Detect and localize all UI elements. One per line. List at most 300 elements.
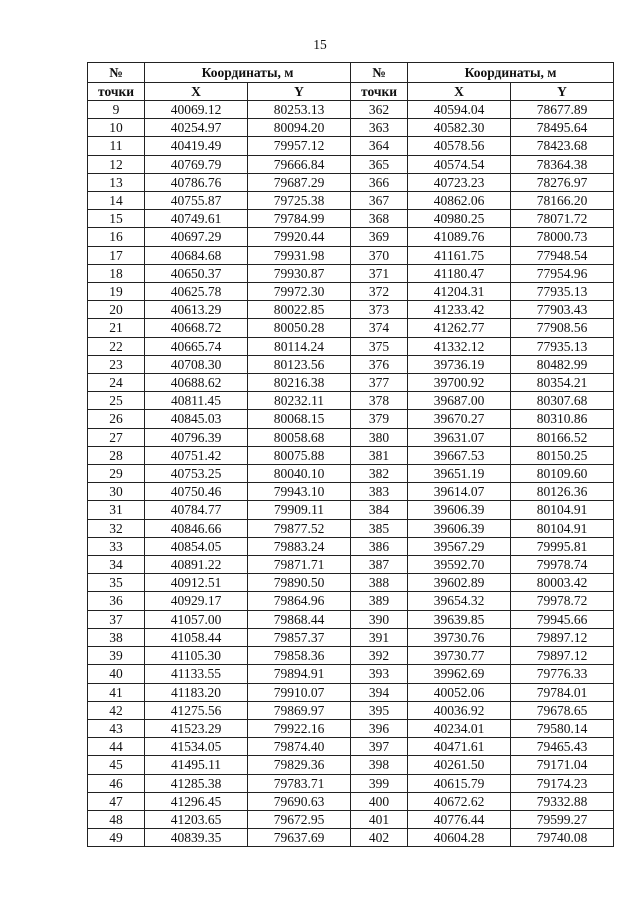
x-coordinate-cell: 41058.44 — [145, 628, 248, 646]
y-coordinate-cell: 77908.56 — [511, 319, 614, 337]
x-coordinate-cell: 40980.25 — [408, 210, 511, 228]
point-number-cell: 368 — [351, 210, 408, 228]
x-coordinate-cell: 40862.06 — [408, 192, 511, 210]
point-number-cell: 40 — [88, 665, 145, 683]
x-coordinate-cell: 40665.74 — [145, 337, 248, 355]
y-coordinate-cell: 80253.13 — [248, 101, 351, 119]
point-number-cell: 11 — [88, 137, 145, 155]
point-number-cell: 17 — [88, 246, 145, 264]
table-row — [88, 119, 614, 137]
y-coordinate-cell: 79666.84 — [248, 155, 351, 173]
table-row — [88, 719, 614, 737]
table-row — [88, 392, 614, 410]
x-coordinate-cell: 41057.00 — [145, 610, 248, 628]
y-coordinate-cell: 79637.69 — [248, 829, 351, 847]
point-number-cell: 373 — [351, 301, 408, 319]
y-coordinate-cell: 79864.96 — [248, 592, 351, 610]
x-coordinate-cell: 40684.68 — [145, 246, 248, 264]
x-coordinate-cell: 41534.05 — [145, 738, 248, 756]
y-coordinate-cell: 77935.13 — [511, 283, 614, 301]
x-coordinate-cell: 40891.22 — [145, 556, 248, 574]
point-number-cell: 33 — [88, 537, 145, 555]
table-subheader-row — [88, 83, 614, 101]
point-number-cell: 21 — [88, 319, 145, 337]
y-coordinate-cell: 79332.88 — [511, 792, 614, 810]
point-number-cell: 381 — [351, 446, 408, 464]
x-coordinate-cell: 41089.76 — [408, 228, 511, 246]
point-number-cell: 48 — [88, 810, 145, 828]
point-number-cell: 393 — [351, 665, 408, 683]
x-coordinate-cell: 40471.61 — [408, 738, 511, 756]
point-number-cell: 22 — [88, 337, 145, 355]
x-coordinate-cell: 39667.53 — [408, 446, 511, 464]
point-number-cell: 35 — [88, 574, 145, 592]
x-coordinate-cell: 40723.23 — [408, 173, 511, 191]
point-number-cell: 30 — [88, 483, 145, 501]
point-number-cell: 24 — [88, 374, 145, 392]
point-number-cell: 49 — [88, 829, 145, 847]
y-coordinate-cell: 80075.88 — [248, 446, 351, 464]
table-row — [88, 319, 614, 337]
y-coordinate-cell: 80003.42 — [511, 574, 614, 592]
x-coordinate-cell: 40604.28 — [408, 829, 511, 847]
table-row — [88, 228, 614, 246]
x-coordinate-cell: 39567.29 — [408, 537, 511, 555]
point-number-cell: 398 — [351, 756, 408, 774]
table-row — [88, 374, 614, 392]
table-row — [88, 792, 614, 810]
table-row — [88, 192, 614, 210]
x-coordinate-cell: 41133.55 — [145, 665, 248, 683]
point-number-cell: 31 — [88, 501, 145, 519]
point-number-cell: 395 — [351, 701, 408, 719]
y-coordinate-cell: 80040.10 — [248, 465, 351, 483]
point-number-cell: 25 — [88, 392, 145, 410]
point-number-cell: 387 — [351, 556, 408, 574]
y-coordinate-cell: 80050.28 — [248, 319, 351, 337]
y-coordinate-cell: 79910.07 — [248, 683, 351, 701]
point-number-cell: 367 — [351, 192, 408, 210]
y-coordinate-cell: 79930.87 — [248, 264, 351, 282]
table-row — [88, 683, 614, 701]
point-number-cell: 45 — [88, 756, 145, 774]
y-coordinate-cell: 79869.97 — [248, 701, 351, 719]
x-coordinate-cell: 41523.29 — [145, 719, 248, 737]
y-coordinate-cell: 79783.71 — [248, 774, 351, 792]
y-coordinate-cell: 79776.33 — [511, 665, 614, 683]
y-coordinate-cell: 79957.12 — [248, 137, 351, 155]
point-number-header-word: точки — [351, 83, 408, 101]
y-coordinate-cell: 79829.36 — [248, 756, 351, 774]
y-coordinate-cell: 79931.98 — [248, 246, 351, 264]
point-number-cell: 369 — [351, 228, 408, 246]
y-coordinate-cell: 79883.24 — [248, 537, 351, 555]
x-coordinate-cell: 40755.87 — [145, 192, 248, 210]
y-coordinate-cell: 79897.12 — [511, 647, 614, 665]
x-coordinate-cell: 40574.54 — [408, 155, 511, 173]
point-number-cell: 397 — [351, 738, 408, 756]
point-number-cell: 9 — [88, 101, 145, 119]
y-coordinate-cell: 80126.36 — [511, 483, 614, 501]
table-row — [88, 519, 614, 537]
table-row — [88, 556, 614, 574]
y-coordinate-cell: 80123.56 — [248, 355, 351, 373]
point-number-cell: 389 — [351, 592, 408, 610]
y-coordinate-cell: 77948.54 — [511, 246, 614, 264]
y-coordinate-cell: 78276.97 — [511, 173, 614, 191]
point-number-cell: 371 — [351, 264, 408, 282]
y-coordinate-cell: 80482.99 — [511, 355, 614, 373]
x-coordinate-cell: 40784.77 — [145, 501, 248, 519]
y-coordinate-cell: 79943.10 — [248, 483, 351, 501]
y-coordinate-cell: 80114.24 — [248, 337, 351, 355]
y-coordinate-cell: 79784.99 — [248, 210, 351, 228]
point-number-cell: 32 — [88, 519, 145, 537]
coordinates-header: Координаты, м — [145, 63, 351, 83]
x-column-header: X — [408, 83, 511, 101]
table-row — [88, 337, 614, 355]
point-number-cell: 400 — [351, 792, 408, 810]
x-coordinate-cell: 40912.51 — [145, 574, 248, 592]
x-coordinate-cell: 41262.77 — [408, 319, 511, 337]
x-coordinate-cell: 40613.29 — [145, 301, 248, 319]
y-coordinate-cell: 79868.44 — [248, 610, 351, 628]
x-coordinate-cell: 40668.72 — [145, 319, 248, 337]
x-coordinate-cell: 39592.70 — [408, 556, 511, 574]
x-coordinate-cell: 40751.42 — [145, 446, 248, 464]
table-row — [88, 774, 614, 792]
y-coordinate-cell: 79465.43 — [511, 738, 614, 756]
x-coordinate-cell: 39654.32 — [408, 592, 511, 610]
y-coordinate-cell: 78071.72 — [511, 210, 614, 228]
point-number-cell: 378 — [351, 392, 408, 410]
table-row — [88, 283, 614, 301]
point-number-header-word: точки — [88, 83, 145, 101]
y-coordinate-cell: 79174.23 — [511, 774, 614, 792]
point-number-cell: 384 — [351, 501, 408, 519]
y-coordinate-cell: 80354.21 — [511, 374, 614, 392]
x-coordinate-cell: 39730.76 — [408, 628, 511, 646]
point-number-cell: 394 — [351, 683, 408, 701]
point-number-cell: 375 — [351, 337, 408, 355]
table-body — [88, 101, 614, 847]
point-number-cell: 38 — [88, 628, 145, 646]
point-number-cell: 363 — [351, 119, 408, 137]
point-number-cell: 16 — [88, 228, 145, 246]
x-coordinate-cell: 39602.89 — [408, 574, 511, 592]
y-coordinate-cell: 79678.65 — [511, 701, 614, 719]
point-number-cell: 370 — [351, 246, 408, 264]
table-row — [88, 501, 614, 519]
y-column-header: Y — [248, 83, 351, 101]
point-number-cell: 402 — [351, 829, 408, 847]
x-coordinate-cell: 40069.12 — [145, 101, 248, 119]
table-row — [88, 738, 614, 756]
x-coordinate-cell: 40578.56 — [408, 137, 511, 155]
coordinates-table — [87, 62, 614, 847]
point-number-cell: 382 — [351, 465, 408, 483]
point-number-cell: 19 — [88, 283, 145, 301]
point-number-cell: 23 — [88, 355, 145, 373]
x-coordinate-cell: 39700.92 — [408, 374, 511, 392]
point-number-cell: 385 — [351, 519, 408, 537]
point-number-cell: 29 — [88, 465, 145, 483]
y-coordinate-cell: 77903.43 — [511, 301, 614, 319]
table-row — [88, 574, 614, 592]
x-coordinate-cell: 40845.03 — [145, 410, 248, 428]
table-row — [88, 155, 614, 173]
x-coordinate-cell: 40254.97 — [145, 119, 248, 137]
table-row — [88, 465, 614, 483]
point-number-cell: 47 — [88, 792, 145, 810]
y-coordinate-cell: 79978.74 — [511, 556, 614, 574]
table-row — [88, 137, 614, 155]
point-number-header-sign: № — [351, 63, 408, 83]
point-number-cell: 10 — [88, 119, 145, 137]
point-number-cell: 28 — [88, 446, 145, 464]
y-coordinate-cell: 78677.89 — [511, 101, 614, 119]
y-coordinate-cell: 79672.95 — [248, 810, 351, 828]
x-coordinate-cell: 40261.50 — [408, 756, 511, 774]
y-coordinate-cell: 80068.15 — [248, 410, 351, 428]
point-number-cell: 14 — [88, 192, 145, 210]
x-coordinate-cell: 41105.30 — [145, 647, 248, 665]
point-number-cell: 396 — [351, 719, 408, 737]
x-coordinate-cell: 40786.76 — [145, 173, 248, 191]
y-coordinate-cell: 79858.36 — [248, 647, 351, 665]
x-coordinate-cell: 40846.66 — [145, 519, 248, 537]
point-number-cell: 18 — [88, 264, 145, 282]
point-number-cell: 362 — [351, 101, 408, 119]
x-coordinate-cell: 40749.61 — [145, 210, 248, 228]
y-coordinate-cell: 79945.66 — [511, 610, 614, 628]
x-coordinate-cell: 41161.75 — [408, 246, 511, 264]
table-row — [88, 647, 614, 665]
x-coordinate-cell: 39687.00 — [408, 392, 511, 410]
y-coordinate-cell: 80109.60 — [511, 465, 614, 483]
y-coordinate-cell: 79972.30 — [248, 283, 351, 301]
point-number-cell: 401 — [351, 810, 408, 828]
table-row — [88, 592, 614, 610]
y-coordinate-cell: 80058.68 — [248, 428, 351, 446]
x-coordinate-cell: 40672.62 — [408, 792, 511, 810]
page-number: 15 — [313, 37, 327, 52]
y-coordinate-cell: 79784.01 — [511, 683, 614, 701]
y-coordinate-cell: 80104.91 — [511, 501, 614, 519]
point-number-cell: 364 — [351, 137, 408, 155]
point-number-cell: 13 — [88, 173, 145, 191]
table-row — [88, 610, 614, 628]
table-row — [88, 101, 614, 119]
x-coordinate-cell: 39639.85 — [408, 610, 511, 628]
x-coordinate-cell: 40419.49 — [145, 137, 248, 155]
x-coordinate-cell: 41233.42 — [408, 301, 511, 319]
x-coordinate-cell: 40625.78 — [145, 283, 248, 301]
y-coordinate-cell: 77954.96 — [511, 264, 614, 282]
x-coordinate-cell: 39670.27 — [408, 410, 511, 428]
y-coordinate-cell: 80022.85 — [248, 301, 351, 319]
x-coordinate-cell: 40811.45 — [145, 392, 248, 410]
y-coordinate-cell: 79890.50 — [248, 574, 351, 592]
point-number-cell: 15 — [88, 210, 145, 228]
x-coordinate-cell: 41180.47 — [408, 264, 511, 282]
y-coordinate-cell: 80104.91 — [511, 519, 614, 537]
y-coordinate-cell: 78423.68 — [511, 137, 614, 155]
point-number-cell: 46 — [88, 774, 145, 792]
point-number-header-sign: № — [88, 63, 145, 83]
table-row — [88, 829, 614, 847]
point-number-cell: 39 — [88, 647, 145, 665]
x-coordinate-cell: 41495.11 — [145, 756, 248, 774]
y-coordinate-cell: 79978.72 — [511, 592, 614, 610]
x-coordinate-cell: 41296.45 — [145, 792, 248, 810]
point-number-cell: 366 — [351, 173, 408, 191]
x-column-header: X — [145, 83, 248, 101]
point-number-cell: 386 — [351, 537, 408, 555]
table-row — [88, 410, 614, 428]
table-row — [88, 355, 614, 373]
y-coordinate-cell: 79995.81 — [511, 537, 614, 555]
point-number-cell: 36 — [88, 592, 145, 610]
x-coordinate-cell: 40854.05 — [145, 537, 248, 555]
y-coordinate-cell: 79171.04 — [511, 756, 614, 774]
x-coordinate-cell: 39606.39 — [408, 519, 511, 537]
y-coordinate-cell: 79580.14 — [511, 719, 614, 737]
x-coordinate-cell: 39730.77 — [408, 647, 511, 665]
y-coordinate-cell: 79922.16 — [248, 719, 351, 737]
x-coordinate-cell: 40052.06 — [408, 683, 511, 701]
table-row — [88, 537, 614, 555]
point-number-cell: 374 — [351, 319, 408, 337]
y-coordinate-cell: 79894.91 — [248, 665, 351, 683]
point-number-cell: 12 — [88, 155, 145, 173]
point-number-cell: 34 — [88, 556, 145, 574]
y-coordinate-cell: 79599.27 — [511, 810, 614, 828]
x-coordinate-cell: 40750.46 — [145, 483, 248, 501]
point-number-cell: 376 — [351, 355, 408, 373]
y-coordinate-cell: 79920.44 — [248, 228, 351, 246]
table-row — [88, 446, 614, 464]
point-number-cell: 399 — [351, 774, 408, 792]
y-coordinate-cell: 79897.12 — [511, 628, 614, 646]
x-coordinate-cell: 40796.39 — [145, 428, 248, 446]
y-coordinate-cell: 79725.38 — [248, 192, 351, 210]
table-row — [88, 701, 614, 719]
y-coordinate-cell: 79690.63 — [248, 792, 351, 810]
y-coordinate-cell: 78000.73 — [511, 228, 614, 246]
table-row — [88, 665, 614, 683]
point-number-cell: 380 — [351, 428, 408, 446]
y-coordinate-cell: 80307.68 — [511, 392, 614, 410]
x-coordinate-cell: 39736.19 — [408, 355, 511, 373]
y-coordinate-cell: 79877.52 — [248, 519, 351, 537]
x-coordinate-cell: 41204.31 — [408, 283, 511, 301]
y-coordinate-cell: 79857.37 — [248, 628, 351, 646]
point-number-cell: 41 — [88, 683, 145, 701]
x-coordinate-cell: 40929.17 — [145, 592, 248, 610]
point-number-cell: 383 — [351, 483, 408, 501]
table-row — [88, 246, 614, 264]
x-coordinate-cell: 40753.25 — [145, 465, 248, 483]
y-coordinate-cell: 79874.40 — [248, 738, 351, 756]
x-coordinate-cell: 40776.44 — [408, 810, 511, 828]
x-coordinate-cell: 39631.07 — [408, 428, 511, 446]
x-coordinate-cell: 40650.37 — [145, 264, 248, 282]
coordinates-header: Координаты, м — [408, 63, 614, 83]
point-number-cell: 26 — [88, 410, 145, 428]
point-number-cell: 37 — [88, 610, 145, 628]
x-coordinate-cell: 41203.65 — [145, 810, 248, 828]
y-coordinate-cell: 79871.71 — [248, 556, 351, 574]
x-coordinate-cell: 40839.35 — [145, 829, 248, 847]
table-row — [88, 264, 614, 282]
table-row — [88, 210, 614, 228]
point-number-cell: 379 — [351, 410, 408, 428]
point-number-cell: 372 — [351, 283, 408, 301]
y-coordinate-cell: 80094.20 — [248, 119, 351, 137]
x-coordinate-cell: 40769.79 — [145, 155, 248, 173]
x-coordinate-cell: 39651.19 — [408, 465, 511, 483]
x-coordinate-cell: 41332.12 — [408, 337, 511, 355]
point-number-cell: 42 — [88, 701, 145, 719]
point-number-cell: 377 — [351, 374, 408, 392]
y-coordinate-cell: 78166.20 — [511, 192, 614, 210]
table-row — [88, 301, 614, 319]
x-coordinate-cell: 39614.07 — [408, 483, 511, 501]
x-coordinate-cell: 40697.29 — [145, 228, 248, 246]
y-coordinate-cell: 79909.11 — [248, 501, 351, 519]
table-row — [88, 810, 614, 828]
y-coordinate-cell: 80150.25 — [511, 446, 614, 464]
y-column-header: Y — [511, 83, 614, 101]
x-coordinate-cell: 41275.56 — [145, 701, 248, 719]
table-row — [88, 428, 614, 446]
y-coordinate-cell: 79740.08 — [511, 829, 614, 847]
point-number-cell: 20 — [88, 301, 145, 319]
point-number-cell: 27 — [88, 428, 145, 446]
point-number-cell: 391 — [351, 628, 408, 646]
point-number-cell: 390 — [351, 610, 408, 628]
y-coordinate-cell: 77935.13 — [511, 337, 614, 355]
y-coordinate-cell: 80310.86 — [511, 410, 614, 428]
point-number-cell: 388 — [351, 574, 408, 592]
y-coordinate-cell: 79687.29 — [248, 173, 351, 191]
point-number-cell: 44 — [88, 738, 145, 756]
table-row — [88, 756, 614, 774]
y-coordinate-cell: 80166.52 — [511, 428, 614, 446]
table-header-row — [88, 63, 614, 83]
y-coordinate-cell: 80232.11 — [248, 392, 351, 410]
x-coordinate-cell: 40688.62 — [145, 374, 248, 392]
x-coordinate-cell: 40234.01 — [408, 719, 511, 737]
x-coordinate-cell: 39606.39 — [408, 501, 511, 519]
y-coordinate-cell: 78364.38 — [511, 155, 614, 173]
x-coordinate-cell: 40036.92 — [408, 701, 511, 719]
y-coordinate-cell: 78495.64 — [511, 119, 614, 137]
table-row — [88, 628, 614, 646]
table-row — [88, 483, 614, 501]
x-coordinate-cell: 41183.20 — [145, 683, 248, 701]
point-number-cell: 43 — [88, 719, 145, 737]
table-row — [88, 173, 614, 191]
x-coordinate-cell: 40582.30 — [408, 119, 511, 137]
x-coordinate-cell: 40708.30 — [145, 355, 248, 373]
x-coordinate-cell: 40615.79 — [408, 774, 511, 792]
y-coordinate-cell: 80216.38 — [248, 374, 351, 392]
x-coordinate-cell: 41285.38 — [145, 774, 248, 792]
point-number-cell: 392 — [351, 647, 408, 665]
x-coordinate-cell: 39962.69 — [408, 665, 511, 683]
